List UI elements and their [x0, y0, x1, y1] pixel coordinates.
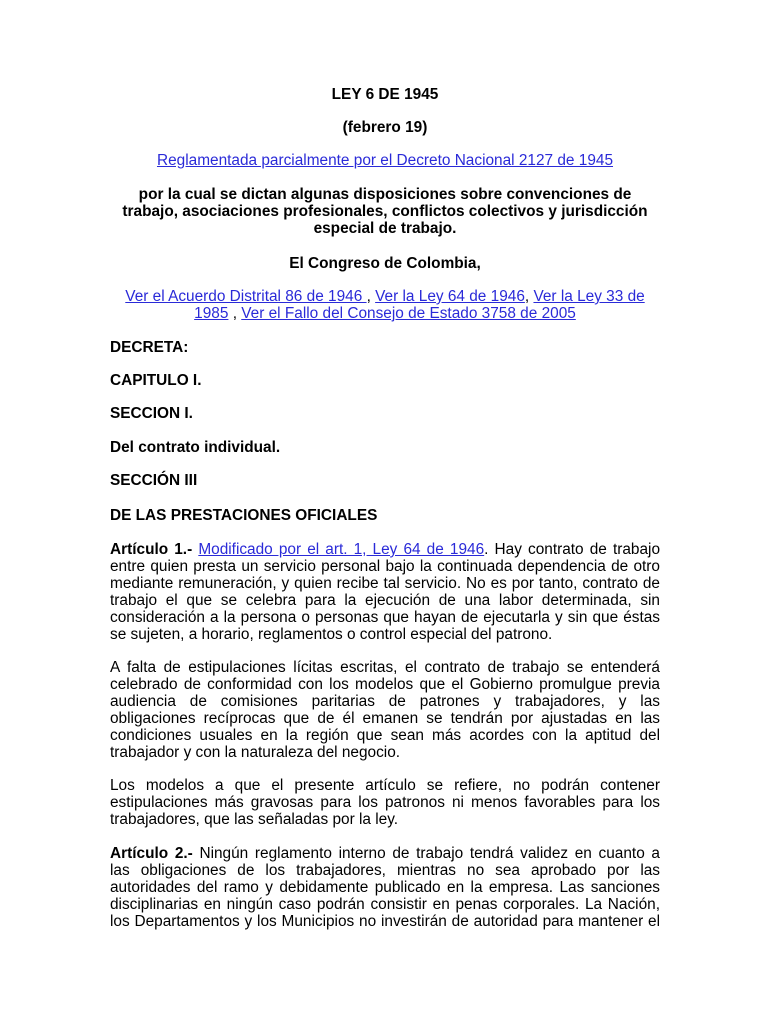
articulo-2-line-4: disciplinarias en ningún caso podrán consistir en penas corporales. La Nación,: [110, 896, 660, 913]
fallo-3758-link[interactable]: Ver el Fallo del Consejo de Estado 3758 de 2005: [241, 305, 576, 322]
law-summary: [110, 186, 660, 237]
paragraph-3-line-1: Los modelos a que el presente artículo se refiere, no podrán contener: [110, 777, 660, 794]
references-line-2: [110, 305, 660, 322]
paragraph-2-line-3: audiencia de comisiones paritarias de patrones y trabajadores, y las: [110, 693, 660, 710]
paragraph-2-line-2: celebrado de conformidad con los modelos que el Gobierno promulgue previa: [110, 676, 660, 693]
acuerdo-86-link[interactable]: Ver el Acuerdo Distrital 86 de 1946: [125, 288, 367, 305]
regulation-link[interactable]: Reglamentada parcialmente por el Decreto Nacional 2127 de 1945: [156, 152, 614, 169]
ley-33-link[interactable]: Ver la Ley 33 de: [533, 288, 645, 305]
ley-33-link-continuation[interactable]: 1985: [194, 305, 229, 322]
heading-capitulo: CAPITULO I.: [110, 372, 202, 389]
summary-line-2: trabajo, asociaciones profesionales, conflictos colectivos y jurisdicción: [122, 203, 648, 220]
articulo-1-label: Artículo 1.-: [110, 541, 199, 558]
articulo-1-line-5: consideración a la persona o personas que hayan de ejecutarla y sin que éstas: [110, 609, 660, 626]
heading-decreta: DECRETA:: [110, 339, 189, 356]
summary-line-3: especial de trabajo.: [313, 220, 457, 237]
heading-seccion-1-title: Del contrato individual.: [110, 439, 281, 456]
paragraph-2-line-6: trabajador y con la naturaleza del negocio.: [110, 744, 401, 761]
articulo-1: [110, 541, 660, 643]
articulo-2: [110, 845, 660, 930]
articulo-2-line-1: [110, 845, 660, 862]
paragraph-2-line-1: A falta de estipulaciones lícitas escritas, el contrato de trabajo se entenderá: [110, 659, 660, 676]
references-separator: ,: [524, 288, 534, 305]
references-line-1: [110, 288, 660, 305]
heading-seccion-3: SECCIÓN III: [110, 472, 198, 489]
issuer: El Congreso de Colombia,: [289, 255, 481, 272]
paragraph-3-line-2: estipulaciones más gravosas para los patronos ni menos favorables para los: [110, 794, 660, 811]
articulo-1-line-2: entre quien presta un servicio personal bajo la continuada dependencia de otro: [110, 558, 660, 575]
ley-64-link[interactable]: Ver la Ley 64 de 1946: [375, 288, 525, 305]
articulo-2-line-2: las obligaciones de los trabajadores, mientras no sea aprobado por las: [110, 862, 660, 879]
articulo-1-line-3: mediante remuneración, y quien recibe tal servicio. No es por tanto, contrato de: [110, 575, 660, 592]
heading-seccion-1: SECCION I.: [110, 405, 193, 422]
law-title: LEY 6 DE 1945: [331, 86, 439, 103]
regulation-line: [110, 152, 660, 169]
references-separator: ,: [228, 305, 242, 322]
articulo-1-line-1-text: . Hay contrato de trabajo: [484, 541, 660, 558]
articulo-2-line-1-text: Ningún reglamento interno de trabajo tendrá validez en cuanto a: [192, 845, 660, 862]
articulo-1-line-1: [110, 541, 660, 558]
paragraph-2: [110, 659, 660, 761]
paragraph-2-line-4: obligaciones recíprocas que de él emanen se tendrán por ajustadas en las: [110, 710, 660, 727]
references-separator: ,: [366, 288, 376, 305]
articulo-2-label: Artículo 2.-: [110, 845, 193, 862]
summary-line-1: por la cual se dictan algunas disposiciones sobre convenciones de: [138, 186, 632, 203]
references-block: [110, 288, 660, 322]
paragraph-3-line-3: trabajadores, que las señaladas por la ley.: [110, 811, 399, 828]
articulo-1-modification-link[interactable]: Modificado por el art. 1, Ley 64 de 1946: [198, 541, 485, 558]
articulo-2-line-5: los Departamentos y los Municipios no investirán de autoridad para mantener el: [110, 913, 660, 930]
paragraph-2-line-5: condiciones usuales en la región que sean más acordes con la aptitud del: [110, 727, 660, 744]
heading-seccion-3-title: DE LAS PRESTACIONES OFICIALES: [110, 507, 378, 524]
articulo-1-line-6: se sujeten, a horario, reglamentos o control especial del patrono.: [110, 626, 553, 643]
articulo-2-line-3: autoridades del ramo y debidamente publicado en la empresa. Las sanciones: [110, 879, 660, 896]
law-date: (febrero 19): [342, 119, 428, 136]
paragraph-3: [110, 777, 660, 828]
articulo-1-line-4: trabajo el que se celebra para la ejecución de una labor determinada, sin: [110, 592, 660, 609]
